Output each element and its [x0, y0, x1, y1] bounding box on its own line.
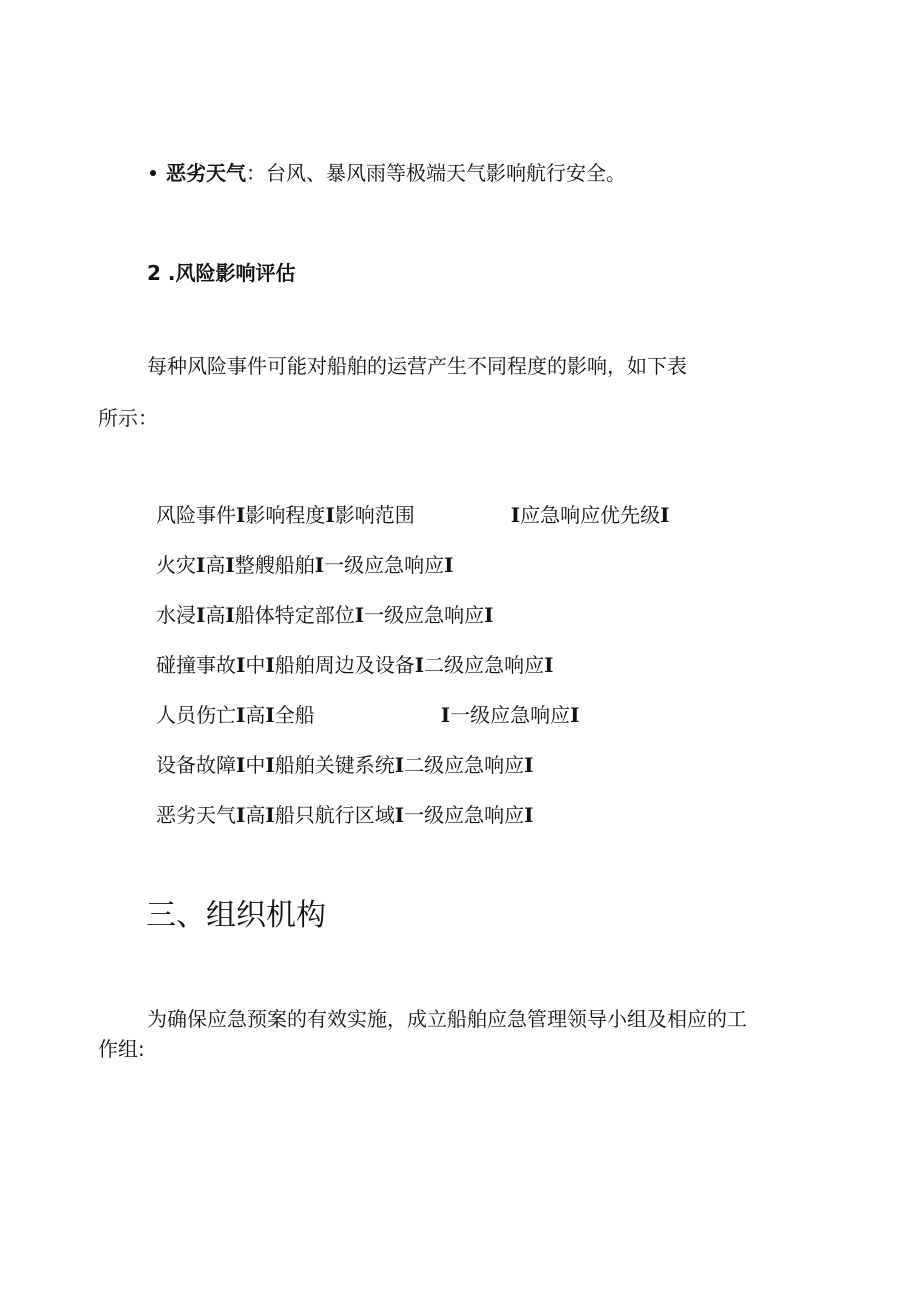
bullet-term: 恶劣天气 — [166, 161, 246, 185]
header-cell: 影响程度 — [245, 503, 326, 527]
table-cell: 二级应急响应 — [404, 753, 525, 777]
column-separator: I — [265, 753, 275, 777]
chapter-title: 三、组织机构 — [146, 898, 326, 933]
table-cell: 一级应急响应 — [364, 603, 485, 627]
table-cell: 高 — [245, 703, 266, 727]
column-separator: I — [444, 553, 454, 577]
table-cell: 一级应急响应 — [324, 553, 445, 577]
table-cell: 中 — [245, 653, 266, 677]
table-cell: 火灾 — [156, 553, 196, 577]
column-separator: I — [414, 653, 425, 677]
table-cell: 船只航行区域 — [274, 803, 395, 827]
table-row — [156, 650, 553, 680]
column-separator: I — [265, 803, 275, 827]
column-separator: I — [524, 753, 534, 777]
table-cell: 水浸 — [156, 603, 196, 627]
column-separator: I — [225, 553, 235, 577]
column-separator: I — [236, 653, 246, 677]
table-cell: 全船 — [274, 703, 315, 727]
table-row — [156, 800, 533, 830]
table-cell: 一级应急响应 — [404, 803, 525, 827]
column-separator: I — [484, 603, 494, 627]
table-cell: 高 — [205, 603, 226, 627]
table-cell: 船体特定部位 — [234, 603, 355, 627]
column-separator: I — [236, 753, 246, 777]
column-separator: I — [265, 703, 275, 727]
bullet-item — [166, 158, 626, 188]
section-heading: 2 .风险影响评估 — [147, 261, 296, 285]
column-separator: I — [236, 803, 246, 827]
bullet-dot-icon — [150, 170, 156, 176]
column-separator: I — [440, 703, 451, 727]
closing-line-1: 为确保应急预案的有效实施，成立船舶应急管理领导小组及相应的工 — [147, 1007, 747, 1031]
bullet-colon: ： — [246, 161, 266, 185]
table-cell: 一级应急响应 — [450, 703, 571, 727]
table-cell: 恶劣天气 — [156, 803, 236, 827]
table-row — [156, 700, 579, 730]
column-separator: I — [394, 753, 405, 777]
column-separator: I — [660, 503, 670, 527]
table-row — [156, 600, 493, 630]
column-separator: I — [314, 553, 325, 577]
column-separator: I — [325, 503, 335, 527]
table-cell: 高 — [205, 553, 226, 577]
table-cell: 碰撞事故 — [156, 653, 236, 677]
column-separator: I — [196, 603, 206, 627]
table-cell: 设备故障 — [156, 753, 236, 777]
column-separator: I — [544, 653, 554, 677]
column-separator: I — [524, 803, 534, 827]
column-separator: I — [196, 553, 206, 577]
closing-line-2: 作组: — [98, 1037, 145, 1061]
table-row — [156, 750, 533, 780]
column-separator: I — [236, 703, 246, 727]
table-cell: 整艘船舶 — [234, 553, 315, 577]
header-cell: 风险事件 — [156, 503, 236, 527]
table-cell: 二级应急响应 — [424, 653, 545, 677]
column-separator: I — [265, 653, 275, 677]
header-cell: 应急响应优先级 — [520, 503, 661, 527]
table-cell: 船舶关键系统 — [274, 753, 395, 777]
bullet-text: 台风、暴风雨等极端天气影响航行安全。 — [266, 161, 626, 185]
table-row — [156, 550, 453, 580]
header-cell: 影响范围 — [334, 503, 415, 527]
column-separator: I — [236, 503, 246, 527]
table-cell: 人员伤亡 — [156, 703, 236, 727]
table-cell: 船舶周边及设备 — [274, 653, 415, 677]
column-separator: I — [225, 603, 235, 627]
table-cell: 高 — [245, 803, 266, 827]
column-separator: I — [570, 703, 580, 727]
column-separator: I — [394, 803, 405, 827]
table-cell: 中 — [245, 753, 266, 777]
intro-line-1: 每种风险事件可能对船舶的运营产生不同程度的影响，如下表 — [147, 354, 687, 378]
column-separator: I — [354, 603, 365, 627]
intro-line-2: 所示： — [98, 406, 158, 430]
table-header-row — [156, 500, 669, 530]
column-separator: I — [510, 503, 521, 527]
